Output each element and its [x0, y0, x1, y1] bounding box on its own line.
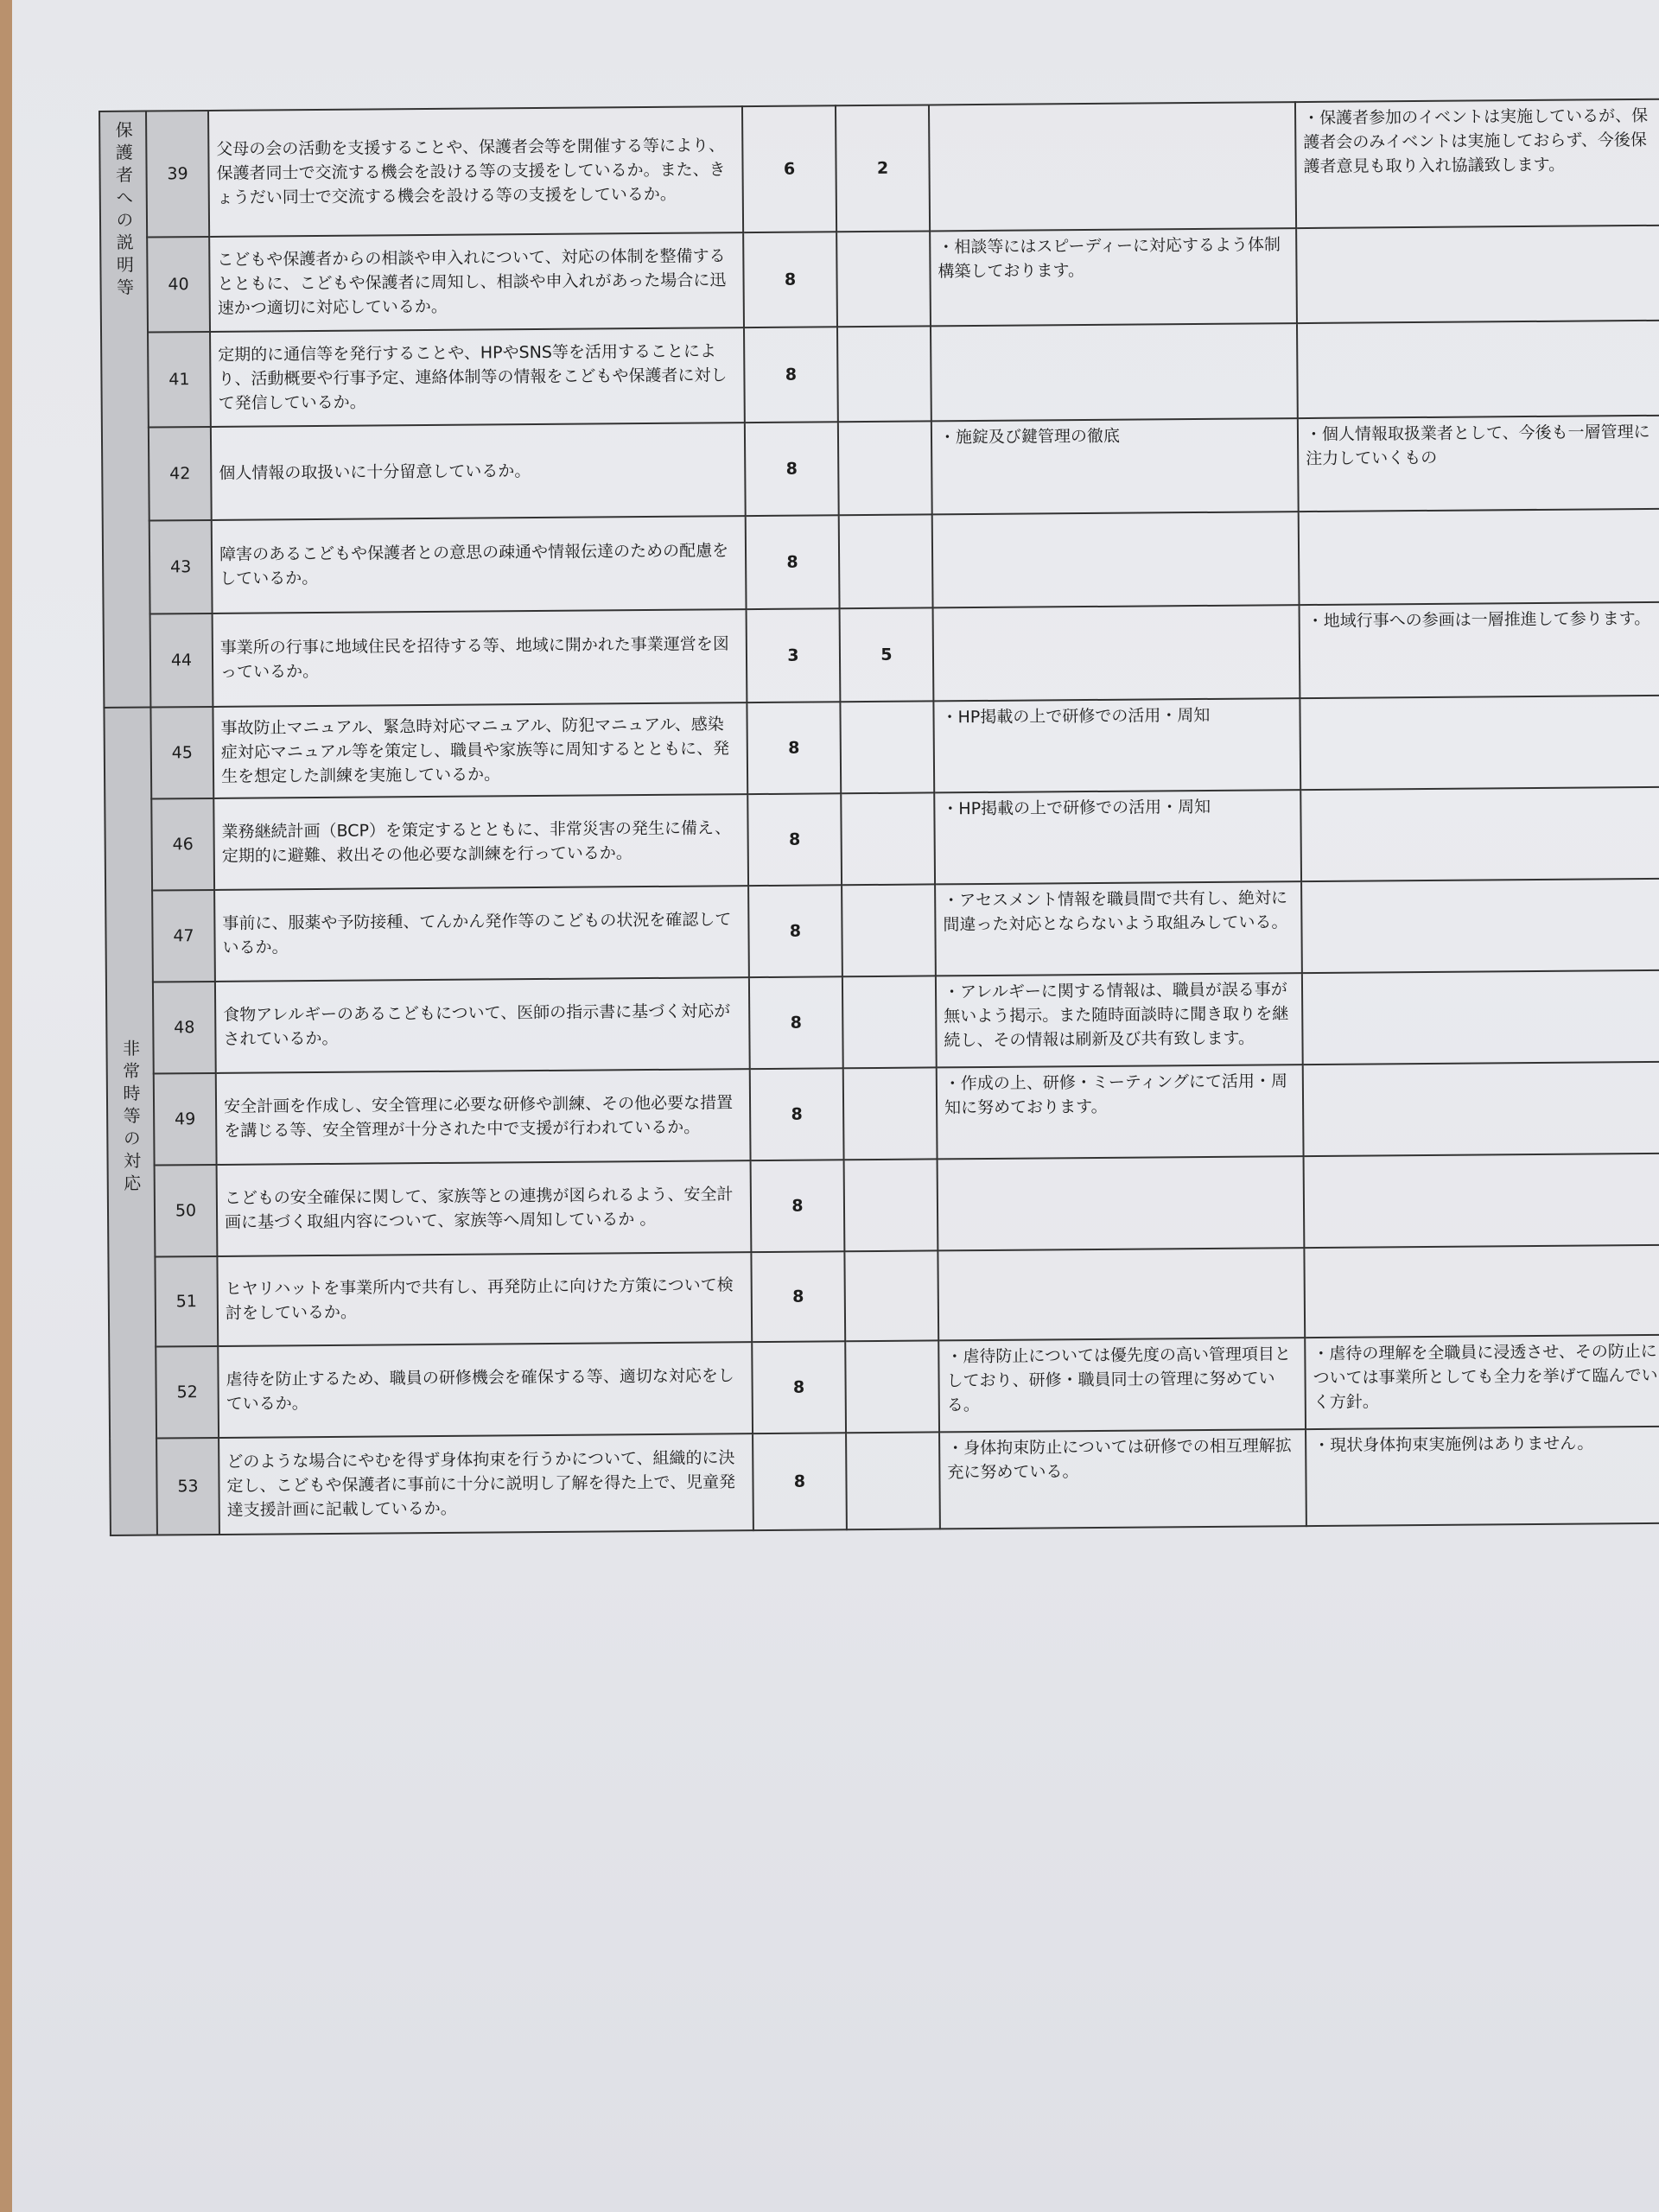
- yes-count: 8: [747, 793, 842, 886]
- improvement-note: ・相談等にはスピーディーに対応するよう体制構築しております。: [930, 228, 1297, 326]
- improvement-note: ・作成の上、研修・ミーティングにて活用・周知に努めております。: [937, 1065, 1304, 1159]
- yes-count: 8: [747, 702, 841, 794]
- row-number: 50: [155, 1165, 218, 1257]
- remarks-note: ・虐待の理解を全職員に浸透させ、その防止については事業所としても全力を挙げて臨んでいく方針。: [1305, 1335, 1659, 1429]
- yes-count: 3: [747, 608, 841, 702]
- evaluation-table: [99, 99, 1659, 1536]
- table-row: [106, 970, 1659, 1074]
- yes-count: 8: [743, 232, 837, 327]
- table-row: [109, 1335, 1659, 1439]
- no-count: [838, 421, 932, 515]
- no-count: [841, 792, 935, 885]
- improvement-note: ・アレルギーに関する情報は、職員が誤る事が無いよう掲示。また随時面談時に聞き取りを継続し、その情報は刷新及び共有致します。: [936, 973, 1303, 1067]
- row-number: 40: [147, 237, 210, 333]
- row-number: 46: [151, 798, 214, 891]
- row-number: 49: [154, 1073, 217, 1166]
- no-count: [844, 1159, 938, 1251]
- no-count: [839, 514, 933, 608]
- remarks-note: [1296, 226, 1659, 323]
- improvement-note: [933, 605, 1300, 701]
- yes-count: 8: [750, 1068, 844, 1160]
- question-text: 障害のあるこどもや保護者との意思の疎通や情報伝達のための配慮をしているか。: [212, 516, 747, 613]
- no-count: [836, 231, 931, 327]
- improvement-note: [931, 323, 1298, 421]
- yes-count: 8: [749, 976, 843, 1069]
- category-emergency: [104, 708, 157, 1535]
- table-row: [100, 226, 1659, 333]
- table-row: [102, 416, 1659, 521]
- question-text: 事前に、服薬や予防接種、てんかん発作等のこどもの状況を確認しているか。: [214, 886, 749, 982]
- table-row: [104, 602, 1659, 708]
- remarks-note: ・現状身体拘束実施例はありません。: [1306, 1427, 1659, 1526]
- remarks-note: ・保護者参加のイベントは実施しているが、保護者会のみイベントは実施しておらず、今後保護者意見も取り入れ協議致します。: [1295, 99, 1659, 228]
- row-number: 53: [156, 1438, 219, 1535]
- no-count: [843, 1067, 938, 1160]
- remarks-note: [1302, 970, 1659, 1065]
- question-text: 虐待を防止するため、職員の研修機会を確保する等、適切な対応をしているか。: [218, 1342, 753, 1438]
- table-row: [107, 1062, 1659, 1166]
- yes-count: 8: [751, 1160, 845, 1252]
- yes-count: 8: [746, 515, 840, 609]
- no-count: [840, 701, 934, 793]
- improvement-note: [938, 1248, 1305, 1340]
- category-explanation: [99, 111, 150, 708]
- no-count: [846, 1432, 940, 1529]
- table-row: [104, 696, 1659, 799]
- question-text: 安全計画を作成し、安全管理に必要な研修や訓練、その他必要な措置を講じる等、安全管理が十分された中で支援が行われているか。: [216, 1069, 751, 1165]
- improvement-note: ・HP掲載の上で研修での活用・周知: [933, 698, 1300, 792]
- row-number: 51: [155, 1256, 218, 1347]
- improvement-note: ・HP掲載の上で研修での活用・周知: [934, 790, 1301, 884]
- improvement-note: [938, 1156, 1305, 1250]
- yes-count: 6: [742, 105, 836, 232]
- table-row: [101, 321, 1659, 428]
- improvement-note: [932, 512, 1300, 607]
- question-text: どのような場合にやむを得ず身体拘束を行うかについて、組織的に決定し、こどもや保護者に事前に十分に説明し了解を得た上で、児童発達支援計画に記載しているか。: [219, 1433, 753, 1535]
- row-number: 44: [150, 613, 213, 708]
- table-row: [108, 1154, 1659, 1257]
- evaluation-table-wrapper: [99, 99, 1659, 1536]
- table-row: [108, 1245, 1659, 1347]
- improvement-note: ・身体拘束防止については研修での相互理解拡充に努めている。: [939, 1429, 1306, 1529]
- yes-count: 8: [752, 1341, 846, 1433]
- no-count: 2: [836, 105, 930, 232]
- question-text: こどもや保護者からの相談や申入れについて、対応の体制を整備するとともに、こどもや保護者に周知し、相談や申入れがあった場合に迅速かつ適切に対応しているか。: [209, 232, 744, 332]
- row-number: 48: [153, 982, 216, 1074]
- remarks-note: [1299, 509, 1659, 605]
- table-row: [103, 509, 1659, 614]
- table-row: [99, 99, 1659, 238]
- no-count: [844, 1250, 938, 1341]
- remarks-note: [1300, 787, 1659, 881]
- improvement-note: ・虐待防止については優先度の高い管理項目としており、研修・職員同士の管理に努めている。: [938, 1338, 1306, 1432]
- yes-count: 8: [748, 885, 842, 977]
- category-label: 非常時等の対応: [119, 1039, 142, 1197]
- yes-count: 8: [745, 422, 839, 516]
- row-number: 52: [156, 1346, 219, 1439]
- row-number: 41: [148, 332, 211, 428]
- category-label: 保護者への説明等: [112, 120, 135, 301]
- remarks-note: [1304, 1245, 1659, 1338]
- no-count: [842, 976, 937, 1068]
- question-text: ヒヤリハットを事業所内で共有し、再発防止に向けた方策について検討をしているか。: [217, 1252, 752, 1346]
- row-number: 39: [146, 111, 209, 238]
- no-count: [842, 884, 936, 976]
- remarks-note: [1300, 696, 1659, 790]
- row-number: 47: [152, 890, 215, 982]
- no-count: 5: [840, 607, 934, 702]
- question-text: 食物アレルギーのあるこどもについて、医師の指示書に基づく対応がされているか。: [215, 977, 750, 1073]
- improvement-note: [929, 102, 1296, 231]
- remarks-note: [1297, 321, 1659, 418]
- remarks-note: [1304, 1154, 1659, 1248]
- document-page: [12, 0, 1659, 2212]
- yes-count: 8: [751, 1251, 845, 1342]
- question-text: 父母の会の活動を支援することや、保護者会等を開催する等により、保護者同士で交流する機会を設ける等の支援をしているか。また、きょうだい同士で交流する機会を設ける等の支援をしているか。: [208, 106, 743, 237]
- remarks-note: ・地域行事への参画は一層推進して参ります。: [1300, 602, 1659, 698]
- row-number: 43: [149, 520, 213, 614]
- improvement-note: ・アセスメント情報を職員間で共有し、絶対に間違った対応とならないよう取組みしている。: [935, 881, 1302, 976]
- question-text: こどもの安全確保に関して、家族等との連携が図られるよう、安全計画に基づく取組内容について、家族等へ周知しているか 。: [217, 1160, 752, 1256]
- question-text: 業務継続計画（BCP）を策定するとともに、非常災害の発生に備え、定期的に避難、救出その他必要な訓練を行っているか。: [213, 794, 748, 890]
- no-count: [837, 326, 931, 422]
- row-number: 42: [149, 427, 212, 521]
- yes-count: 8: [744, 327, 838, 423]
- no-count: [845, 1340, 939, 1433]
- improvement-note: ・施錠及び鍵管理の徹底: [931, 418, 1299, 514]
- question-text: 事故防止マニュアル、緊急時対応マニュアル、防犯マニュアル、感染症対応マニュアル等を策定し、職員や家族等に周知するとともに、発生を想定した訓練を実施しているか。: [213, 702, 747, 798]
- yes-count: 8: [753, 1433, 847, 1530]
- table-row: [105, 879, 1659, 982]
- question-text: 個人情報の取扱いに十分留意しているか。: [211, 423, 746, 520]
- table-row: [105, 787, 1659, 891]
- table-row: [110, 1427, 1659, 1535]
- remarks-note: [1303, 1062, 1659, 1156]
- remarks-note: [1301, 879, 1659, 973]
- remarks-note: ・個人情報取扱業者として、今後も一層管理に注力していくもの: [1298, 416, 1659, 512]
- question-text: 事業所の行事に地域住民を招待する等、地域に開かれた事業運営を図っているか。: [213, 609, 747, 707]
- question-text: 定期的に通信等を発行することや、HPやSNS等を活用することにより、活動概要や行事予定、連絡体制等の情報をこどもや保護者に対して発信しているか。: [210, 327, 745, 427]
- row-number: 45: [150, 707, 213, 799]
